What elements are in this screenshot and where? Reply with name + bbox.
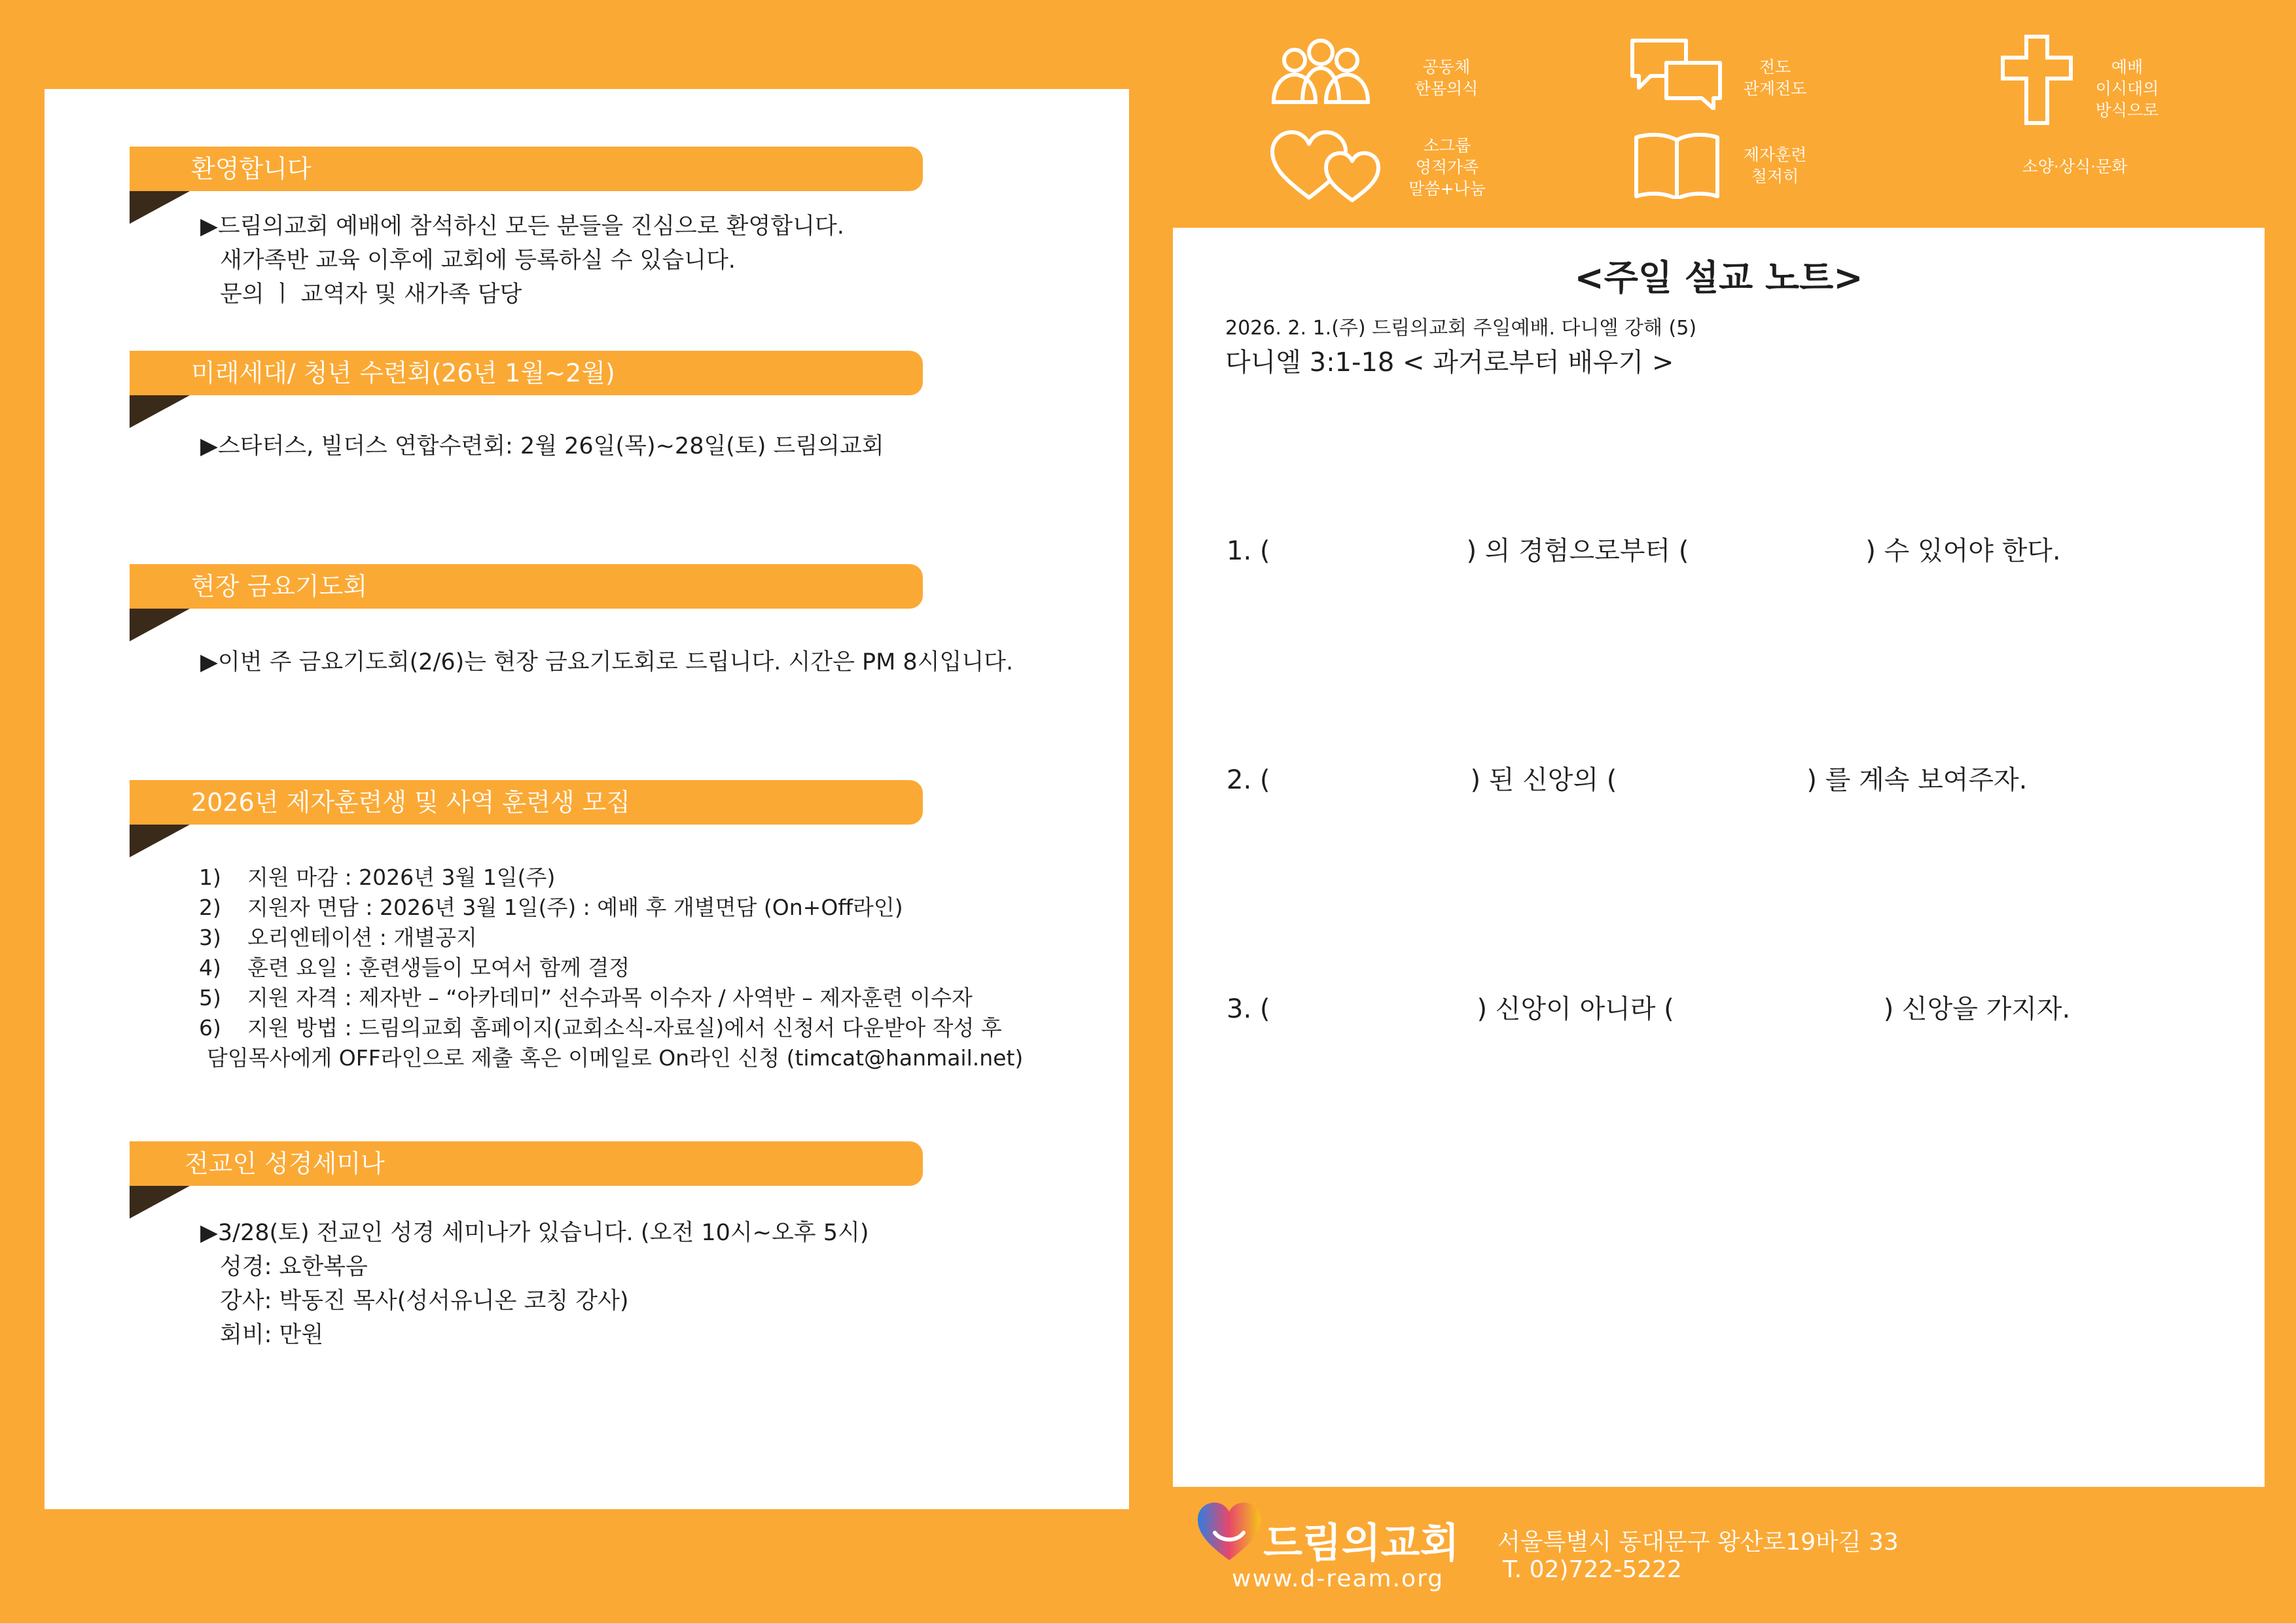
section-header-welcome [130,147,923,191]
value-label-discipleship: 제자훈련 철저히 [1743,145,1807,186]
list-item: 4) 훈련 요일 : 훈련생들이 모여서 함께 결정 [199,955,630,980]
sermon-meta: 2026. 2. 1.(주) 드림의교회 주일예배. 다니엘 강해 (5) [1225,317,1697,340]
text-line: ▶드림의교회 예배에 참석하신 모든 분들을 진심으로 환영합니다. [200,213,844,240]
fill-in-blank-2: 2. ( ) 된 신앙의 ( ) 를 계속 보여주자. [1227,765,2028,795]
value-label-community: 공동체 한몸의식 [1414,58,1479,98]
church-heart-logo-icon [1195,1500,1263,1563]
open-book-icon [1632,131,1721,199]
banner-fold [130,609,190,641]
section-title: 2026년 제자훈련생 및 사역 훈련생 모집 [191,788,631,817]
banner-fold [130,825,190,857]
list-item: 3) 오리엔테이션 : 개별공지 [199,925,477,950]
value-label-worship: 예배 이시대의 방식으로 [2095,58,2159,120]
church-address: 서울특별시 동대문구 왕산로19바길 33 [1498,1529,1899,1556]
banner-fold [130,1186,190,1219]
section-header-retreat [130,351,923,395]
speech-bubbles-icon [1627,37,1725,110]
banner-fold [130,395,190,428]
banner-fold [130,191,190,224]
hearts-icon [1268,130,1384,203]
section-body-friday-prayer [200,645,1013,679]
community-people-icon [1270,37,1372,105]
section-title: 환영합니다 [191,154,312,183]
section-body-training-recruit [199,863,1023,1073]
sermon-note-panel [1173,228,2265,1487]
text-line: ▶이번 주 금요기도회(2/6)는 현장 금요기도회로 드립니다. 시간은 PM 8시입니다. [200,649,1014,675]
sermon-note-title: <주일 설교 노트> [1574,257,1863,298]
list-item: 1) 지원 마감 : 2026년 3월 1일(주) [199,865,556,890]
section-body-welcome [200,209,844,312]
list-item: 2) 지원자 면담 : 2026년 3월 1일(주) : 예배 후 개별면담 (On+Off라인) [199,895,903,920]
section-title: 미래세대/ 청년 수련회(26년 1월~2월) [191,359,615,387]
text-line: 문의 ㅣ 교역자 및 새가족 담당 [220,281,522,308]
text-line: 강사: 박동진 목사(성서유니온 코칭 강사) [220,1288,629,1314]
list-item-continuation: 담임목사에게 OFF라인으로 제출 혹은 이메일로 On라인 신청 (timcat@hanmail.net) [207,1045,1024,1071]
value-label-culture: 소양·상식·문화 [2022,157,2128,176]
text-line: ▶스타터스, 빌더스 연합수련회: 2월 26일(목)~28일(토) 드림의교회 [200,433,884,459]
list-item: 5) 지원 자격 : 제자반 – “아카데미” 선수과목 이수자 / 사역반 – 제자훈련 이수자 [199,985,973,1010]
church-phone: T. 02)722-5222 [1503,1556,1682,1583]
text-line: 새가족반 교육 이후에 교회에 등록하실 수 있습니다. [220,247,736,274]
church-name-logo: 드림의교회 [1263,1519,1460,1567]
section-header-training-recruit [130,780,923,825]
section-title: 전교인 성경세미나 [185,1149,385,1178]
sermon-passage: 다니엘 3:1-18 < 과거로부터 배우기 > [1225,348,1674,378]
value-label-small-group: 소그룹 영적가족 말씀+나눔 [1408,136,1486,198]
section-body-retreat [200,429,884,463]
fill-in-blank-3: 3. ( ) 신앙이 아니라 ( ) 신앙을 가지자. [1227,994,2071,1024]
section-header-bible-seminar [130,1141,923,1186]
value-label-evangelism: 전도 관계전도 [1743,58,1807,98]
list-item: 6) 지원 방법 : 드림의교회 홈페이지(교회소식-자료실)에서 신청서 다운받아 작성 후 [199,1015,1002,1041]
fill-in-blank-1: 1. ( ) 의 경험으로부터 ( ) 수 있어야 한다. [1227,536,2061,566]
section-title: 현장 금요기도회 [191,572,368,601]
text-line: ▶3/28(토) 전교인 성경 세미나가 있습니다. (오전 10시~오후 5시) [200,1220,869,1246]
cross-icon [1999,34,2075,126]
church-website-link[interactable]: www.d-ream.org [1232,1565,1444,1592]
section-body-bible-seminar [200,1216,869,1352]
text-line: 회비: 만원 [220,1322,324,1348]
section-header-friday-prayer [130,564,923,609]
text-line: 성경: 요한복음 [220,1254,368,1280]
